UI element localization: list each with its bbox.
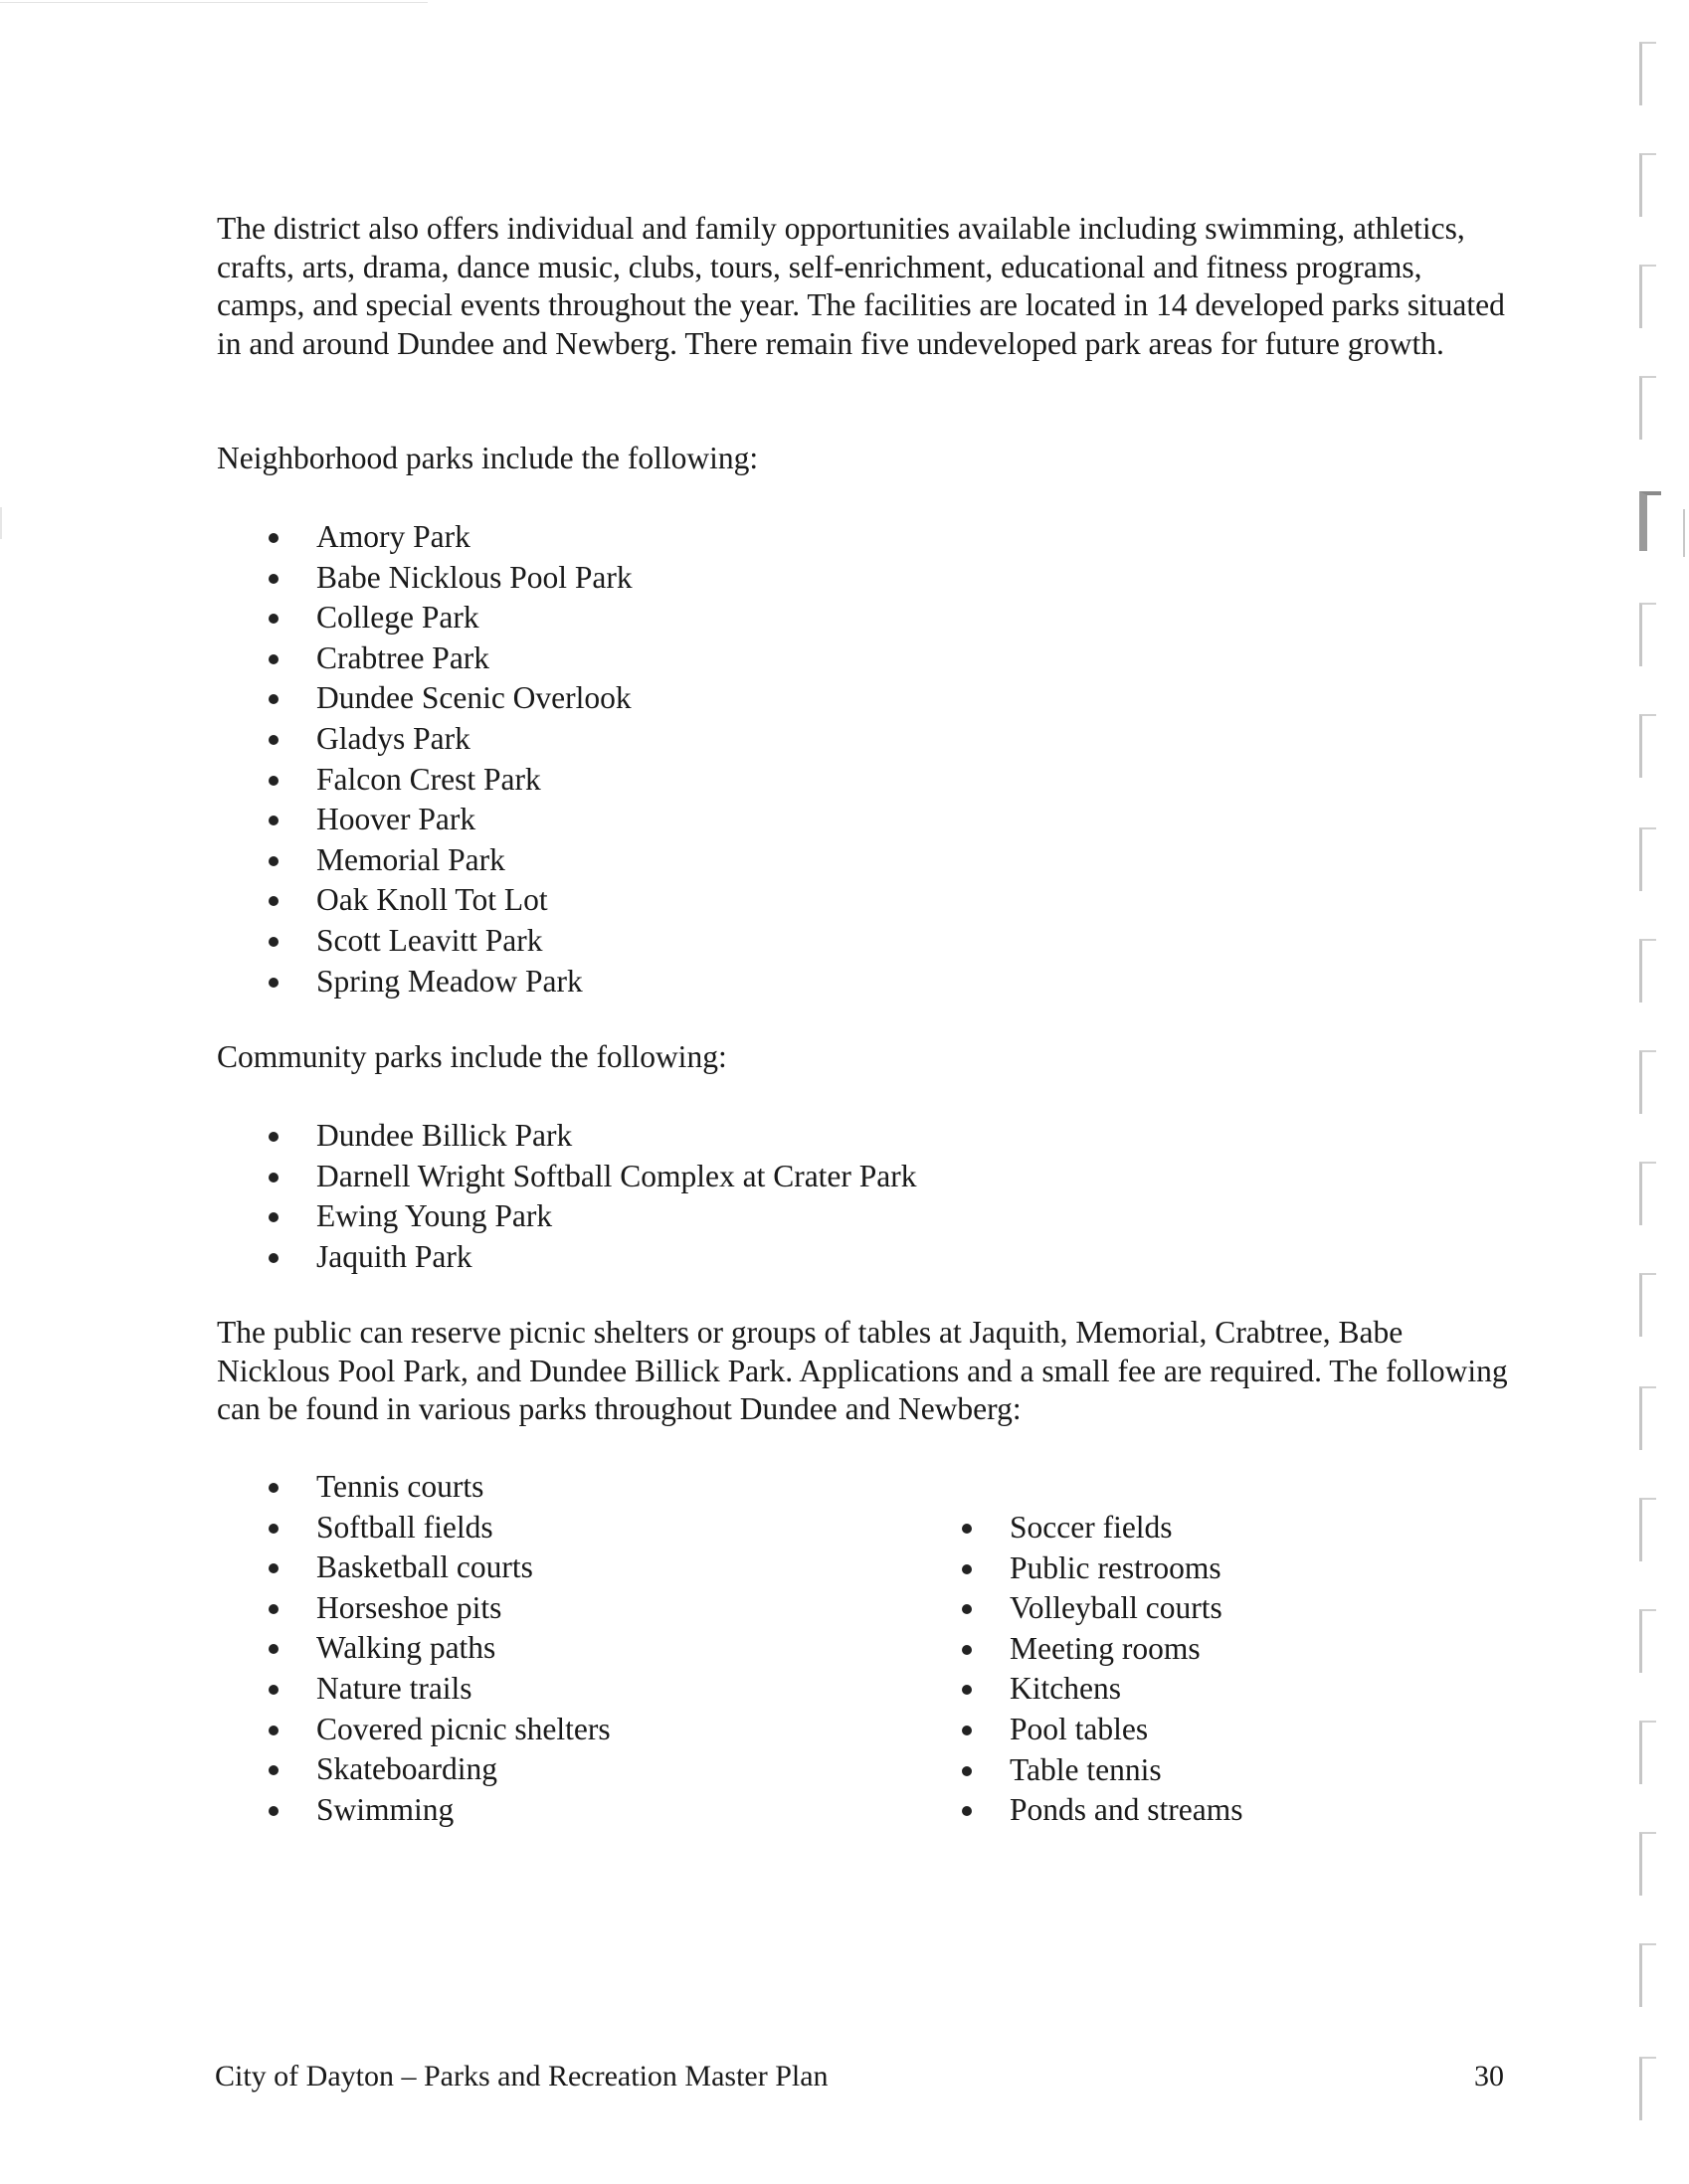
neighborhood-parks-heading: Neighborhood parks include the following: (217, 441, 759, 475)
list-item: Pool tables (962, 1710, 1242, 1750)
binder-tab (1639, 603, 1656, 666)
list-item: Ponds and streams (962, 1790, 1242, 1831)
scan-right-edge-mark (1683, 509, 1685, 557)
list-item: Hoover Park (269, 800, 633, 840)
scan-left-edge-mark (0, 507, 2, 539)
list-item: Volleyball courts (962, 1588, 1242, 1629)
scan-top-edge (0, 2, 428, 3)
binder-tab (1639, 1943, 1656, 2007)
list-item: Swimming (269, 1790, 611, 1831)
list-item: Nature trails (269, 1669, 611, 1710)
binder-tab (1639, 1050, 1656, 1114)
list-item: Soccer fields (962, 1508, 1242, 1548)
binder-tab (1639, 1498, 1656, 1561)
list-item: Walking paths (269, 1628, 611, 1669)
community-parks-heading: Community parks include the following: (217, 1039, 727, 1074)
footer-document-title: City of Dayton – Parks and Recreation Master Plan (215, 2060, 829, 2093)
list-item: Meeting rooms (962, 1629, 1242, 1670)
list-item: Crabtree Park (269, 638, 633, 679)
binder-tab (1639, 939, 1656, 1002)
list-item: Covered picnic shelters (269, 1710, 611, 1750)
list-item: Horseshoe pits (269, 1588, 611, 1629)
binder-tab (1639, 1162, 1656, 1225)
list-item: Jaquith Park (269, 1237, 917, 1278)
binder-tab (1639, 1273, 1656, 1337)
list-item: Public restrooms (962, 1548, 1242, 1589)
list-item: Gladys Park (269, 719, 633, 760)
community-parks-list (269, 1116, 917, 1277)
list-item: Dundee Billick Park (269, 1116, 917, 1157)
binder-tab (1639, 827, 1656, 891)
binder-tab (1639, 265, 1656, 328)
list-item: Spring Meadow Park (269, 962, 633, 1002)
binder-tab (1639, 1721, 1656, 1784)
neighborhood-parks-list (269, 517, 633, 1001)
list-item: Babe Nicklous Pool Park (269, 558, 633, 599)
binder-tab (1639, 1386, 1656, 1450)
list-item: Kitchens (962, 1669, 1242, 1710)
list-item: Basketball courts (269, 1547, 611, 1588)
list-item: Skateboarding (269, 1749, 611, 1790)
list-item: Softball fields (269, 1508, 611, 1548)
binder-tab-active (1639, 491, 1661, 551)
list-item: Table tennis (962, 1750, 1242, 1791)
list-item: Tennis courts (269, 1467, 611, 1508)
binder-tab (1639, 714, 1656, 778)
list-item: Oak Knoll Tot Lot (269, 880, 633, 921)
list-item: Ewing Young Park (269, 1196, 917, 1237)
list-item: Darnell Wright Softball Complex at Crater Park (269, 1157, 917, 1197)
list-item: Falcon Crest Park (269, 760, 633, 801)
binder-tab (1639, 1832, 1656, 1896)
binder-tab (1639, 376, 1656, 440)
intro-paragraph: The district also offers individual and family opportunities available including swimming, athletics, crafts, arts, drama, dance music, clubs, tours, self-enrichment, educational and fitness programs, camps, and special events throughout the year. The facilities are located in 14 developed parks situated in and around Dundee and Newberg. There remain five undeveloped park areas for future growth. (217, 211, 1505, 361)
list-item: College Park (269, 598, 633, 638)
binder-tab (1639, 2057, 1656, 2120)
public-reservation-paragraph: The public can reserve picnic shelters or groups of tables at Jaquith, Memorial, Crabtree, Babe Nicklous Pool Park, and Dundee Billick Park. Applications and a small fee are required. The following can be found in various parks throughout Dundee and Newberg: (217, 1315, 1508, 1426)
binder-tab (1639, 42, 1656, 105)
list-item: Memorial Park (269, 840, 633, 881)
list-item: Scott Leavitt Park (269, 921, 633, 962)
binder-tab (1639, 153, 1656, 217)
facilities-list-left (269, 1467, 611, 1830)
list-item: Amory Park (269, 517, 633, 558)
list-item: Dundee Scenic Overlook (269, 678, 633, 719)
page-number: 30 (1474, 2060, 1504, 2093)
facilities-list-right (962, 1508, 1242, 1831)
binder-tab (1639, 1609, 1656, 1673)
